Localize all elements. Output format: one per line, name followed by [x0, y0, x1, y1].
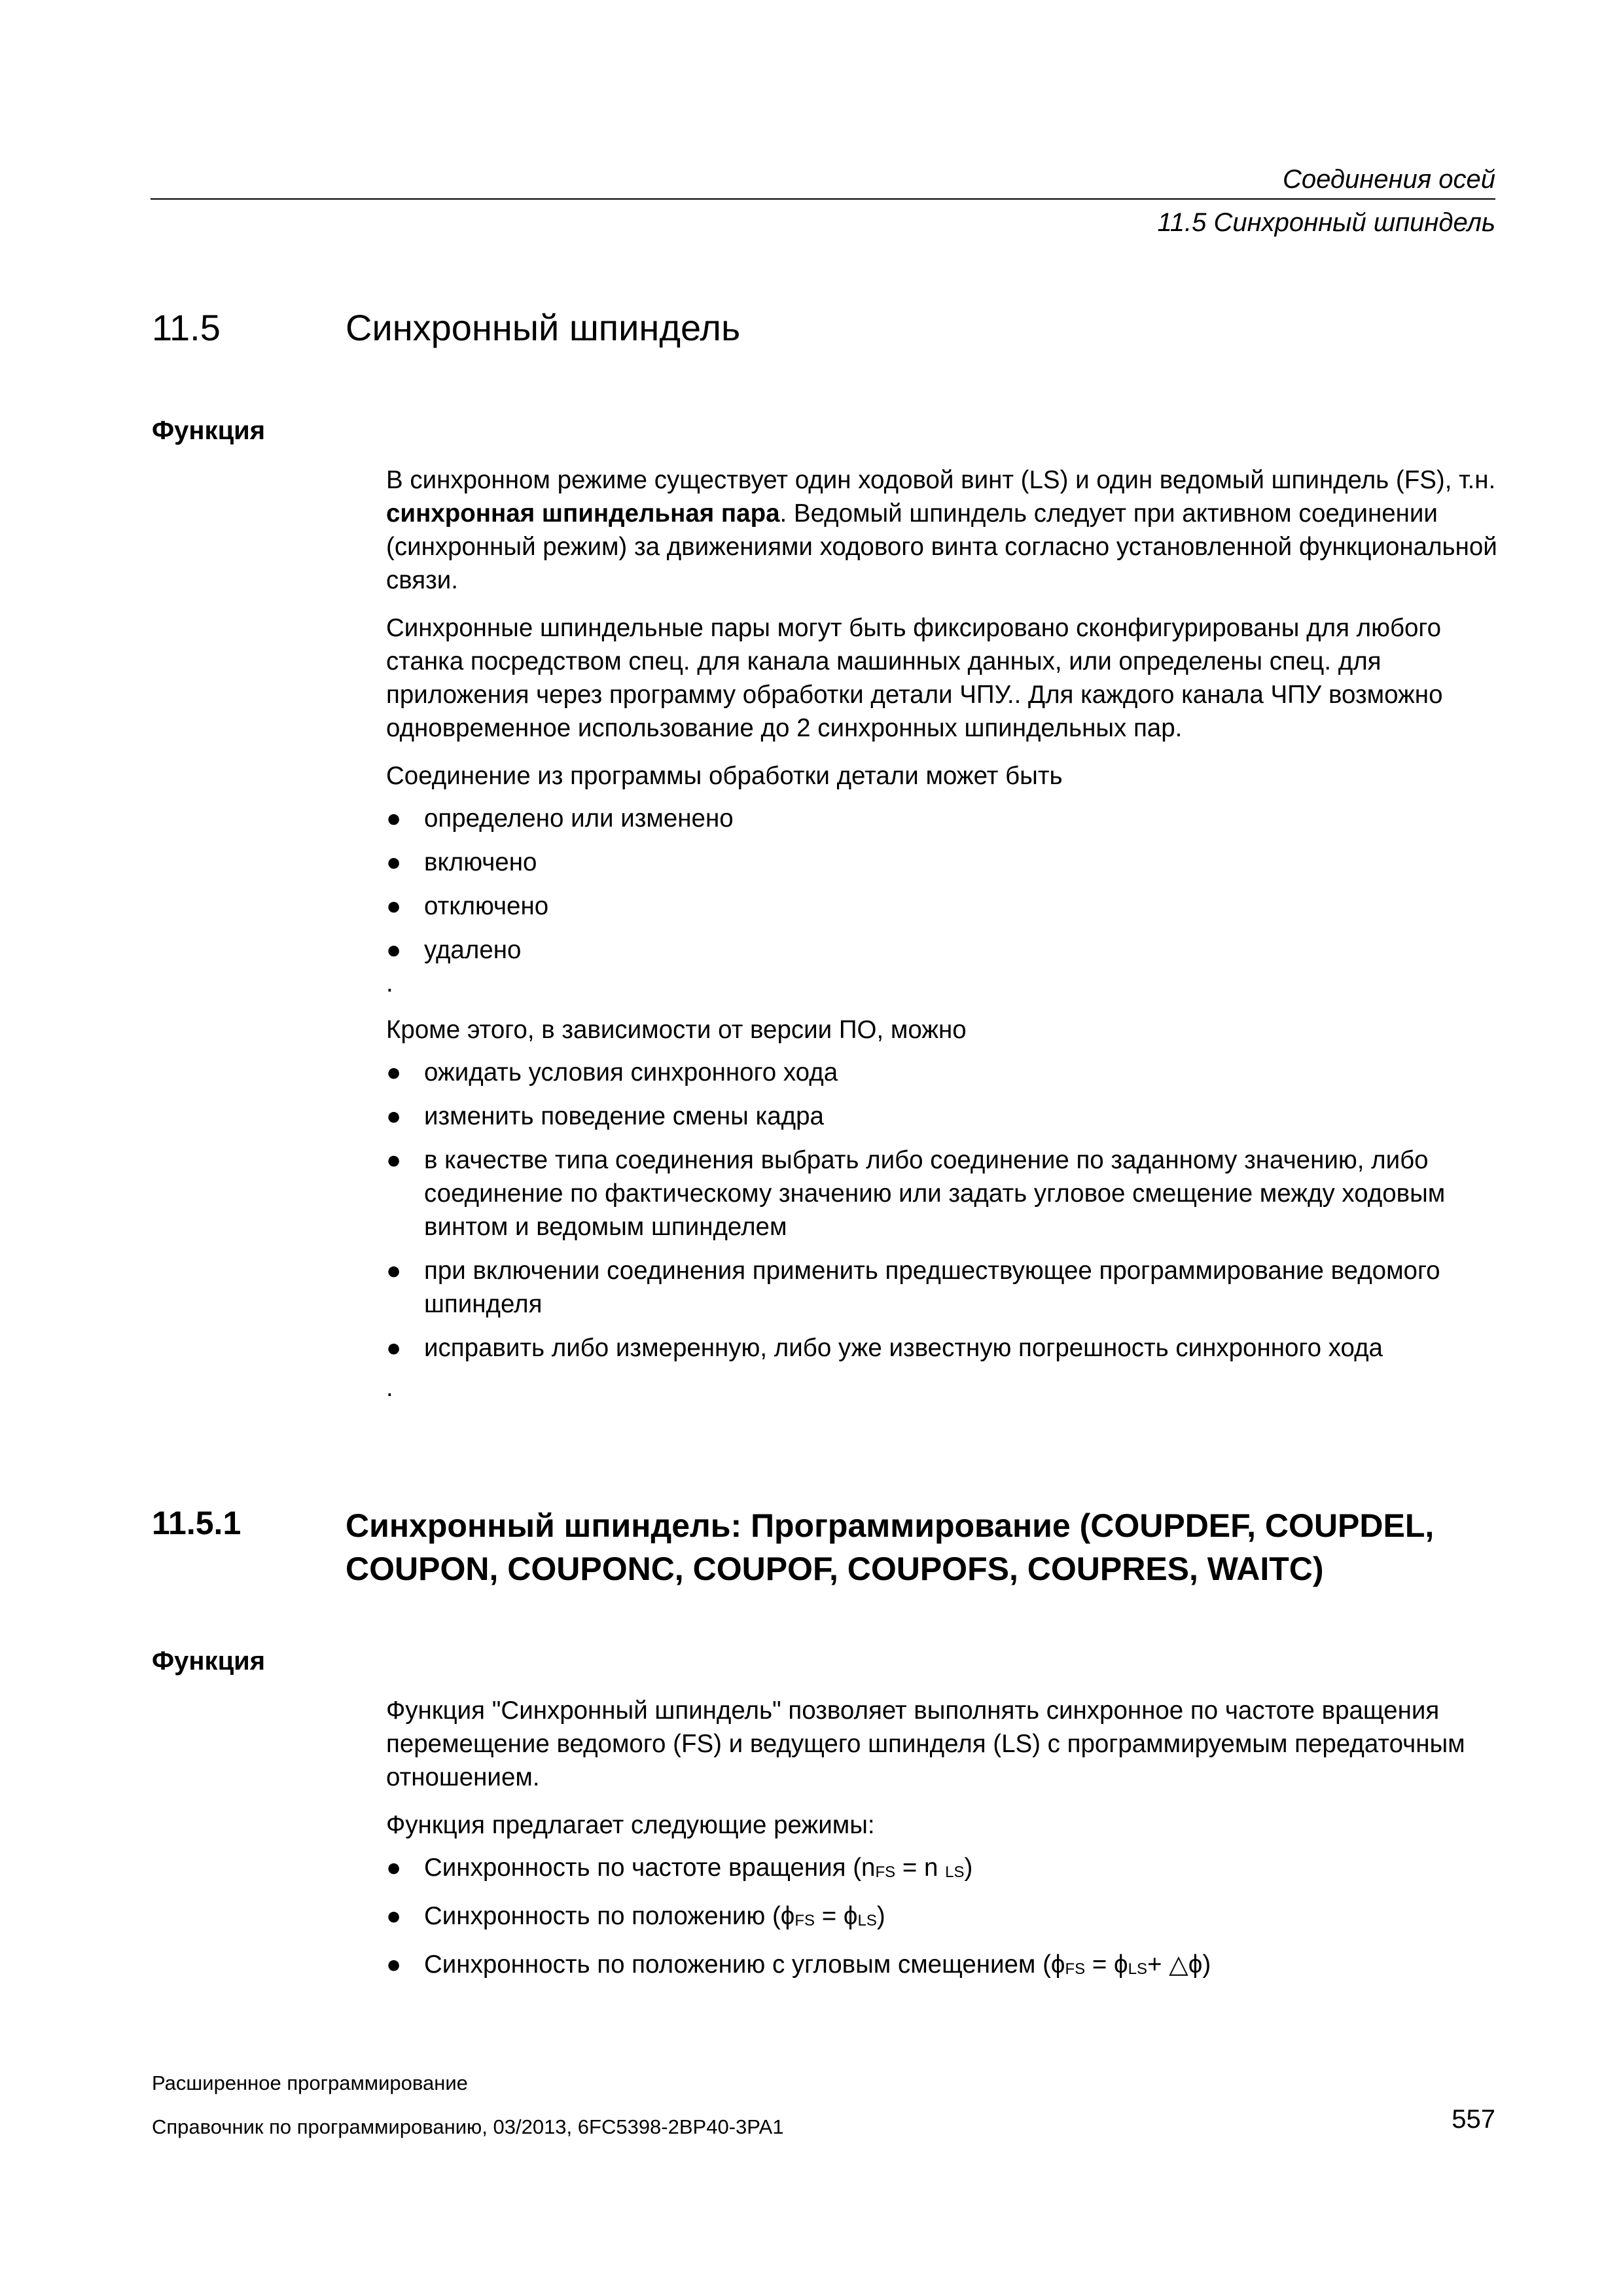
bullet-icon: ●: [386, 804, 402, 833]
bullet-icon: ●: [386, 936, 402, 964]
list-item: ● исправить либо измеренную, либо уже известную погрешность синхронного хода: [386, 1331, 1499, 1365]
bullet-icon: ●: [386, 1146, 402, 1174]
bullet-icon: ●: [386, 1902, 402, 1930]
footer-document-id: Справочник по программированию, 03/2013, 6FC5398-2BP40-3PA1: [152, 2115, 784, 2138]
list-item: ● ожидать условия синхронного хода: [386, 1056, 1499, 1089]
subsection-body: [386, 1694, 1499, 1996]
bullet-list: [386, 802, 1499, 967]
subsection-title: Синхронный шпиндель: Программирование (COUPDEF, COUPDEL, COUPON, COUPONC, COUPOF, COUPOFS, COUPRES, WAITC): [346, 1507, 1435, 1587]
list-item: ● в качестве типа соединения выбрать либо соединение по заданному значению, либо соединение по фактическому значению или задать угловое смещение между ходовым винтом и ведомым шпинделем: [386, 1143, 1499, 1244]
paragraph: Функция "Синхронный шпиндель" позволяет выполнять синхронное по частоте вращения перемещение ведомого (FS) и ведущего шпинделя (LS) с программируемым передаточным отношением.: [386, 1696, 1465, 1791]
bullet-list: [386, 1851, 1499, 1986]
list-item: ● определено или изменено: [386, 802, 1499, 835]
period-mark: .: [386, 969, 393, 997]
period-mark: .: [386, 1374, 393, 1402]
function-heading: Функция: [152, 416, 266, 445]
bullet-icon: ●: [386, 1334, 402, 1362]
list-item: ● отключено: [386, 889, 1499, 923]
list-item: ● при включении соединения применить предшествующее программирование ведомого шпинделя: [386, 1254, 1499, 1321]
bold-term: синхронная шпиндельная пара: [386, 499, 780, 528]
section-number: 11.5: [152, 307, 221, 348]
bullet-list: [386, 1056, 1499, 1365]
list-item: ● Синхронность по положению (ϕFS = ϕLS): [386, 1899, 1499, 1937]
paragraph: Соединение из программы обработки детали может быть: [386, 762, 1063, 790]
running-header-section: 11.5 Синхронный шпиндель: [1157, 208, 1495, 237]
paragraph: В синхронном режиме существует один ходовой винт (LS) и один ведомый шпиндель (FS), т.н. синхронная шпиндельная пара. Ведомый шпиндель следует при активном соединении (синхронный режим) за движениями ходового винта согласно установленной функциональной связи.: [386, 466, 1497, 594]
bullet-icon: ●: [386, 1854, 402, 1882]
header-rule: [151, 198, 1495, 200]
paragraph: Кроме этого, в зависимости от версии ПО, можно: [386, 1016, 967, 1044]
list-item: ● Синхронность по частоте вращения (nFS = n LS): [386, 1851, 1499, 1889]
bullet-icon: ●: [386, 1058, 402, 1086]
paragraph: Синхронные шпиндельные пары могут быть фиксировано сконфигурированы для любого станка посредством спец. для канала машинных данных, или определены спец. для приложения через программу обработки детали ЧПУ.. Для каждого канала ЧПУ возможно одновременное использование до 2 синхронных шпиндельных пар.: [386, 614, 1443, 742]
section-body: [386, 463, 1499, 1418]
running-header-chapter: Соединения осей: [1282, 165, 1495, 194]
bullet-icon: ●: [386, 848, 402, 876]
subsection-number: 11.5.1: [152, 1505, 241, 1541]
bullet-icon: ●: [386, 1257, 402, 1285]
list-item: ● включено: [386, 846, 1499, 879]
bullet-icon: ●: [386, 1950, 402, 1979]
bullet-icon: ●: [386, 1102, 402, 1130]
section-title: Синхронный шпиндель: [346, 307, 741, 348]
function-heading: Функция: [152, 1647, 266, 1676]
list-item: ● изменить поведение смены кадра: [386, 1100, 1499, 1133]
list-item: ● Синхронность по положению с угловым смещением (ϕFS = ϕLS+ △ϕ): [386, 1948, 1499, 1986]
list-item: ● удалено: [386, 933, 1499, 967]
page-number: 557: [1452, 2105, 1495, 2134]
footer-book-title: Расширенное программирование: [152, 2072, 468, 2094]
paragraph: Функция предлагает следующие режимы:: [386, 1811, 875, 1839]
bullet-icon: ●: [386, 892, 402, 920]
